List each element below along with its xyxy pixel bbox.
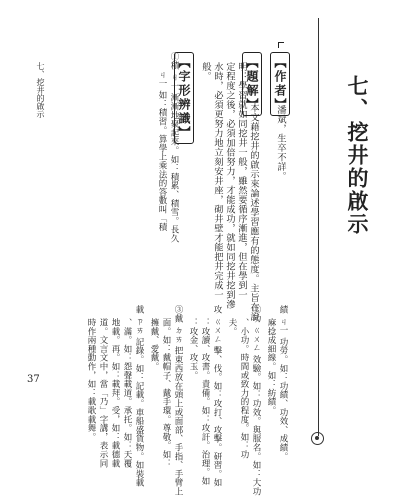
explain-heading: 【 題解 】 [242, 52, 262, 116]
char-entry-line: ：攻讀、攻書。責備。如：攻訐。治理。如 [200, 318, 210, 486]
author-text: 潘斌，生卒不詳。 [275, 105, 286, 181]
char-entry-line: 載 ㄗㄞ 記錄。如：記載。車船盛貨物。如裝載 [134, 305, 144, 488]
explain-line: 水時，必須更努力地立刻安井座，砌井壁才能把井完成一 [212, 62, 223, 300]
explain-line: 定程度之後，必須加倍努力，才能成功，就如同挖井挖到滲 [224, 62, 235, 309]
explain-line: 般。 [200, 62, 211, 81]
char-entry-line: 擁戴、愛戴。 [149, 318, 159, 371]
char-entry-line: ②功 ㄍㄨㄥ 效驗。如：功效。與服名。如：大功 [251, 305, 261, 496]
char-entry-line: 攻 ㄍㄨㄥ 擊、伐。如：攻打、攻擊。研習。如 [212, 305, 222, 488]
corner-mark [278, 42, 284, 48]
explain-line: 本文藉挖井的啟示來論述學習應有的態度。主旨在說 [248, 103, 259, 322]
title-bullet-icon [311, 432, 324, 445]
char-entry-line: ③戴 ㄉㄞ 把東西放在頭上或面部、手指、手臂上 [173, 305, 183, 496]
char-entry-line: 、小功。時間或致力的程度。如：功 [239, 318, 249, 459]
chars-heading: 【 字形辨識 】 [174, 52, 194, 144]
char-entry-line: 時作兩種動作，如：載歌載舞。 [86, 318, 96, 442]
char-item-line: ①積 ㄐ一 漸漸地聚起來。如：積累、積雪。長久 [169, 52, 179, 243]
char-entry-line: 績 ㄐ一 功勞。如：功績、功效、成績。 [278, 305, 288, 461]
chapter-title: 七、挖井的啟示 [345, 75, 370, 236]
running-head: 七、挖井的啟示 [36, 62, 45, 118]
char-entry-line: 面。如：戴帽子、戴手環。尊敬。如： [161, 318, 171, 468]
page-number: 37 [27, 374, 40, 385]
char-entry-line: 地載。再。如：載拜。受，如：載德載 [110, 318, 120, 468]
char-entry-line: 道。文言文中，當「乃」字講，表示同 [98, 318, 108, 468]
char-entry-line: ：攻金、攻玉。 [188, 318, 198, 380]
char-entry-line: 、滿。如：怨聲載道。承托。如：天覆 [122, 318, 132, 468]
char-entry-line: 夫。 [227, 318, 237, 336]
char-entry-line: 麻捻成細線。如：紡績。 [266, 318, 276, 415]
author-heading: 【 作者 】 [270, 52, 290, 116]
char-item-line: ㄐ一 如：積習。算學上乘法的答數叫「積 [157, 70, 167, 232]
title-rule [318, 18, 319, 436]
explain-line: 明：學習就如同挖井一般，雖然要循序漸進，但在學到一 [236, 62, 247, 300]
